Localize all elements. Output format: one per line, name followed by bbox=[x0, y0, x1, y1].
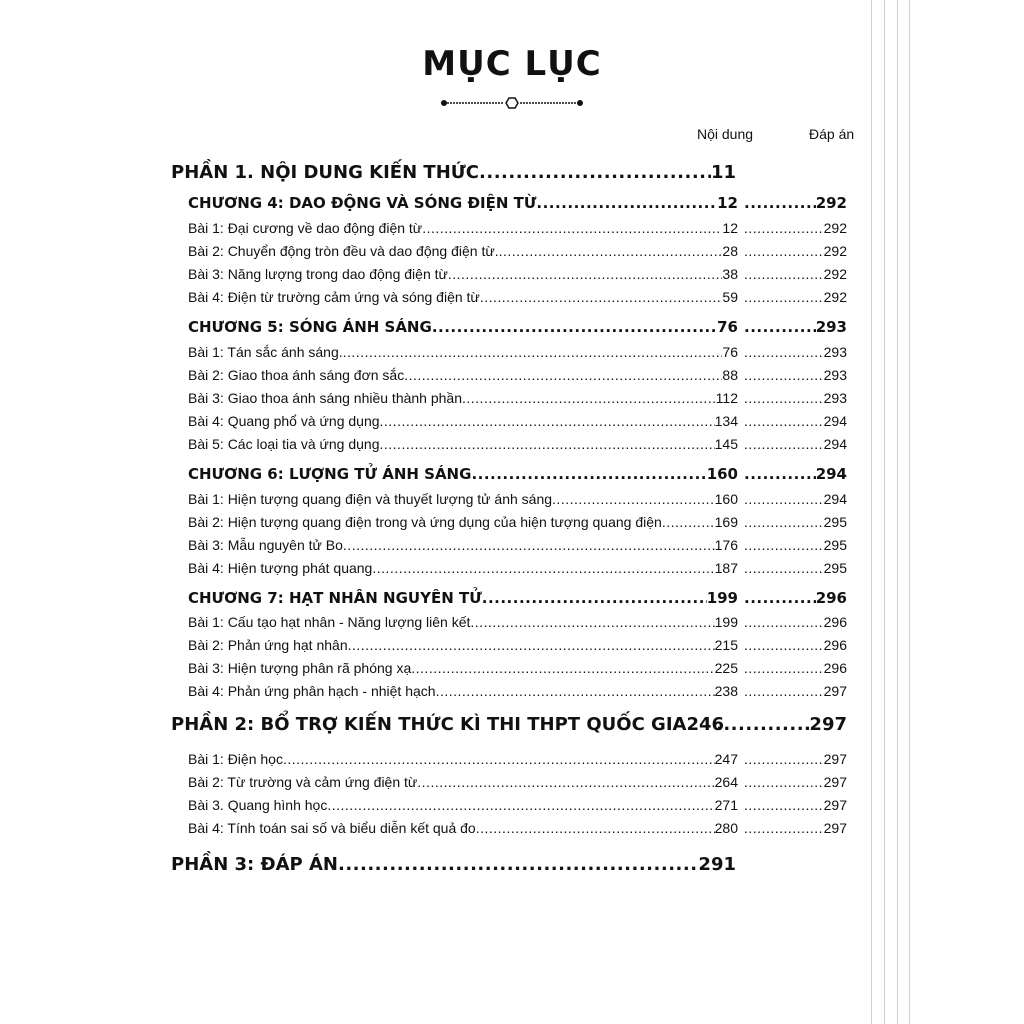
toc-chapter-row bbox=[188, 461, 738, 483]
column-header-answer: Đáp án bbox=[809, 126, 855, 142]
toc-answer-number: 294 bbox=[823, 413, 847, 429]
dot-leader bbox=[338, 854, 698, 875]
toc-answer-page bbox=[744, 677, 847, 699]
toc-lesson-row bbox=[188, 554, 738, 576]
toc-answer-number: 292 bbox=[823, 243, 847, 259]
dot-leader bbox=[744, 514, 824, 530]
toc-entry-title: PHẦN 2: BỔ TRỢ KIẾN THỨC KÌ THI THPT QUỐC GIA bbox=[171, 714, 687, 735]
page-edge-line bbox=[884, 0, 885, 1024]
toc-page-number: 199 bbox=[714, 614, 738, 630]
toc-answer-page bbox=[744, 190, 847, 212]
dot-leader bbox=[744, 390, 824, 406]
dot-leader bbox=[422, 220, 722, 236]
toc-answer-page bbox=[744, 407, 847, 429]
toc-answer-page bbox=[744, 485, 847, 507]
dot-leader bbox=[744, 318, 816, 336]
toc-page-number: 160 bbox=[706, 465, 738, 483]
toc-page-number: 291 bbox=[698, 854, 736, 875]
toc-lesson-row bbox=[188, 407, 738, 429]
toc-page-number: 160 bbox=[714, 491, 738, 507]
toc-answer-number: 294 bbox=[823, 436, 847, 452]
toc-answer-number: 293 bbox=[815, 318, 847, 336]
toc-entry-title: Bài 2: Hiện tượng quang điện trong và ứng dụng của hiện tượng quang điện bbox=[188, 514, 662, 530]
toc-answer-page bbox=[744, 508, 847, 530]
dot-leader bbox=[744, 220, 824, 236]
dot-leader bbox=[499, 243, 723, 259]
dot-leader bbox=[744, 243, 824, 259]
toc-page-number: 247 bbox=[714, 751, 738, 767]
dot-leader bbox=[436, 683, 715, 699]
toc-entry-title: CHƯƠNG 5: SÓNG ÁNH SÁNG bbox=[188, 318, 432, 336]
toc-page-number: 76 bbox=[722, 344, 738, 360]
toc-lesson-row bbox=[188, 338, 738, 360]
dot-leader bbox=[348, 637, 715, 653]
toc-lesson-row bbox=[188, 677, 738, 699]
toc-entry-title: Bài 1: Hiện tượng quang điện và thuyết lượng tử ánh sáng bbox=[188, 491, 553, 507]
page-edge-line bbox=[909, 0, 910, 1024]
toc-page-number: 187 bbox=[714, 560, 738, 576]
toc-entry-title: PHẦN 1. NỘI DUNG KIẾN THỨC bbox=[171, 162, 480, 183]
toc-entry-title: Bài 2: Phản ứng hạt nhân bbox=[188, 637, 348, 653]
dot-leader bbox=[372, 560, 714, 576]
toc-entry-title: Bài 5: Các loại tia và ứng dụng bbox=[188, 436, 380, 452]
toc-page-number: 199 bbox=[706, 589, 738, 607]
dot-leader bbox=[404, 367, 722, 383]
toc-answer-number: 295 bbox=[823, 560, 847, 576]
dot-leader bbox=[552, 491, 715, 507]
toc-page-number: 12 bbox=[717, 194, 738, 212]
toc-lesson-row bbox=[188, 237, 738, 259]
toc-chapter-row bbox=[188, 585, 738, 607]
toc-lesson-row bbox=[188, 631, 738, 653]
toc-answer-page bbox=[744, 654, 847, 676]
toc-page-number: 280 bbox=[714, 820, 738, 836]
toc-page-number: 215 bbox=[714, 637, 738, 653]
toc-entry-title: Bài 4: Hiện tượng phát quang bbox=[188, 560, 373, 576]
dot-leader bbox=[448, 266, 723, 282]
toc-answer-page bbox=[744, 361, 847, 383]
toc-lesson-row bbox=[188, 654, 738, 676]
toc-part-row bbox=[171, 849, 736, 875]
dot-leader bbox=[343, 537, 715, 553]
dot-leader bbox=[343, 344, 723, 360]
toc-entry-title: Bài 1: Điện học bbox=[188, 751, 283, 767]
toc-page-number: 264 bbox=[714, 774, 738, 790]
toc-entry-title: Bài 1: Cấu tạo hạt nhân - Năng lượng liên kết bbox=[188, 614, 471, 630]
toc-entry-title: Bài 4: Điện từ trường cảm ứng và sóng điện từ bbox=[188, 289, 480, 305]
dot-leader bbox=[744, 537, 824, 553]
dot-leader bbox=[536, 194, 717, 212]
toc-answer-page bbox=[744, 314, 847, 336]
toc-answer-number: 296 bbox=[823, 637, 847, 653]
toc-answer-page bbox=[716, 709, 847, 735]
dot-leader bbox=[744, 751, 824, 767]
toc-lesson-row bbox=[188, 260, 738, 282]
toc-chapter-row bbox=[188, 314, 738, 336]
toc-entry-title: Bài 4: Phản ứng phân hạch - nhiệt hạch bbox=[188, 683, 436, 699]
toc-answer-page bbox=[744, 631, 847, 653]
toc-answer-page bbox=[744, 283, 847, 305]
dot-leader bbox=[744, 560, 824, 576]
toc-answer-number: 292 bbox=[823, 289, 847, 305]
dot-leader bbox=[744, 367, 824, 383]
toc-answer-number: 297 bbox=[823, 797, 847, 813]
toc-answer-number: 297 bbox=[823, 820, 847, 836]
dot-leader bbox=[744, 344, 824, 360]
dot-leader bbox=[744, 774, 824, 790]
toc-answer-page bbox=[744, 585, 847, 607]
toc-answer-page bbox=[744, 338, 847, 360]
toc-page-number: 176 bbox=[714, 537, 738, 553]
toc-answer-page bbox=[744, 814, 847, 836]
dot-leader bbox=[744, 589, 816, 607]
toc-entry-title: CHƯƠNG 6: LƯỢNG TỬ ÁNH SÁNG bbox=[188, 465, 472, 483]
dot-leader bbox=[744, 289, 824, 305]
toc-lesson-row bbox=[188, 508, 738, 530]
toc-page-number: 38 bbox=[722, 266, 738, 282]
toc-entry-title: Bài 3. Quang hình học bbox=[188, 797, 328, 813]
toc-page-number: 11 bbox=[710, 162, 736, 183]
dot-leader bbox=[283, 751, 715, 767]
toc-lesson-row bbox=[188, 430, 738, 452]
toc-answer-page bbox=[744, 430, 847, 452]
toc-entry-title: Bài 4: Quang phổ và ứng dụng bbox=[188, 413, 380, 429]
dot-leader bbox=[470, 614, 714, 630]
toc-entry-title: Bài 1: Tán sắc ánh sáng. bbox=[188, 344, 343, 360]
dot-leader bbox=[744, 614, 824, 630]
dot-leader bbox=[380, 413, 715, 429]
toc-answer-number: 296 bbox=[815, 589, 847, 607]
toc-page-number: 76 bbox=[717, 318, 738, 336]
toc-page-number: 88 bbox=[722, 367, 738, 383]
dot-leader bbox=[411, 660, 714, 676]
toc-answer-page bbox=[744, 214, 847, 236]
dot-leader bbox=[482, 589, 707, 607]
dot-leader bbox=[744, 820, 824, 836]
toc-page-number: 145 bbox=[714, 436, 738, 452]
dot-leader bbox=[744, 660, 824, 676]
toc-entry-title: Bài 2: Từ trường và cảm ứng điện từ bbox=[188, 774, 418, 790]
toc-answer-number: 294 bbox=[823, 491, 847, 507]
dot-leader bbox=[744, 436, 824, 452]
toc-entry-title: Bài 1: Đại cương về dao động điện từ bbox=[188, 220, 423, 236]
toc-entry-title: PHẦN 3: ĐÁP ÁN bbox=[171, 854, 338, 875]
dot-leader bbox=[662, 514, 715, 530]
toc-entry-title: Bài 3: Hiện tượng phân rã phóng xạ bbox=[188, 660, 412, 676]
toc-answer-number: 297 bbox=[809, 714, 847, 735]
toc-page-number: 225 bbox=[714, 660, 738, 676]
toc-answer-number: 296 bbox=[823, 614, 847, 630]
toc-entry-title: Bài 3: Giao thoa ánh sáng nhiều thành phần bbox=[188, 390, 462, 406]
toc-entry-title: CHƯƠNG 7: HẠT NHÂN NGUYÊN TỬ bbox=[188, 589, 482, 607]
toc-answer-number: 293 bbox=[823, 390, 847, 406]
toc-lesson-row bbox=[188, 214, 738, 236]
dot-leader bbox=[744, 637, 824, 653]
toc-entry-title: Bài 3: Mẫu nguyên tử Bo bbox=[188, 537, 343, 553]
toc-answer-number: 294 bbox=[815, 465, 847, 483]
toc-page-number: 169 bbox=[714, 514, 738, 530]
toc-answer-page bbox=[744, 260, 847, 282]
toc-answer-page bbox=[744, 768, 847, 790]
toc-answer-page bbox=[744, 384, 847, 406]
toc-page-number: 246 bbox=[686, 714, 725, 735]
page-edge-line bbox=[871, 0, 872, 1024]
toc-answer-page bbox=[744, 608, 847, 630]
dot-leader bbox=[476, 820, 715, 836]
toc-entry-title: Bài 4: Tính toán sai số và biểu diễn kết quả đo bbox=[188, 820, 476, 836]
dot-leader bbox=[417, 774, 714, 790]
dot-leader bbox=[327, 797, 714, 813]
toc-page-number: 28 bbox=[722, 243, 738, 259]
dot-leader bbox=[744, 797, 824, 813]
toc-answer-number: 292 bbox=[815, 194, 847, 212]
dot-leader bbox=[744, 413, 824, 429]
page-edge-line bbox=[897, 0, 898, 1024]
toc-answer-number: 293 bbox=[823, 344, 847, 360]
dot-leader bbox=[744, 194, 816, 212]
toc-lesson-row bbox=[188, 283, 738, 305]
dot-leader bbox=[744, 465, 816, 483]
toc-answer-page bbox=[744, 791, 847, 813]
toc-lesson-row bbox=[188, 485, 738, 507]
dot-leader bbox=[380, 436, 715, 452]
toc-lesson-row bbox=[188, 791, 738, 813]
dot-leader bbox=[744, 266, 824, 282]
toc-answer-page bbox=[744, 461, 847, 483]
dot-leader bbox=[744, 683, 824, 699]
dot-leader bbox=[471, 465, 706, 483]
toc-answer-number: 293 bbox=[823, 367, 847, 383]
toc-answer-page bbox=[744, 237, 847, 259]
toc-answer-number: 292 bbox=[823, 266, 847, 282]
toc-answer-page bbox=[744, 531, 847, 553]
toc-page-number: 59 bbox=[722, 289, 738, 305]
toc-answer-number: 297 bbox=[823, 774, 847, 790]
toc-entry-title: Bài 2: Giao thoa ánh sáng đơn sắc bbox=[188, 367, 405, 383]
toc-entry-title: Bài 3: Năng lượng trong dao động điện từ bbox=[188, 266, 448, 282]
toc-page-number: 134 bbox=[714, 413, 738, 429]
page-title: MỤC LỤC bbox=[422, 44, 602, 84]
toc-lesson-row bbox=[188, 768, 738, 790]
toc-part-row bbox=[171, 157, 736, 183]
toc-answer-number: 297 bbox=[823, 683, 847, 699]
toc-lesson-row bbox=[188, 361, 738, 383]
toc-answer-page bbox=[744, 554, 847, 576]
title-ornament-icon bbox=[440, 96, 584, 110]
dot-leader bbox=[432, 318, 717, 336]
toc-page-number: 112 bbox=[715, 390, 738, 406]
toc-lesson-row bbox=[188, 745, 738, 767]
toc-answer-page bbox=[744, 745, 847, 767]
toc-page-number: 238 bbox=[714, 683, 738, 699]
toc-answer-number: 295 bbox=[823, 537, 847, 553]
toc-page-number: 12 bbox=[722, 220, 738, 236]
toc-lesson-row bbox=[188, 531, 738, 553]
toc-lesson-row bbox=[188, 814, 738, 836]
toc-entry-title: Bài 2: Chuyển động tròn đều và dao động điện từ. bbox=[188, 243, 499, 259]
toc-answer-number: 295 bbox=[823, 514, 847, 530]
dot-leader bbox=[744, 491, 824, 507]
toc-answer-number: 297 bbox=[823, 751, 847, 767]
toc-lesson-row bbox=[188, 608, 738, 630]
toc-page-number: 271 bbox=[714, 797, 738, 813]
dot-leader bbox=[479, 162, 711, 183]
toc-chapter-row bbox=[188, 190, 738, 212]
toc-answer-number: 296 bbox=[823, 660, 847, 676]
toc-lesson-row bbox=[188, 384, 738, 406]
toc-part-row bbox=[171, 709, 725, 735]
toc-entry-title: CHƯƠNG 4: DAO ĐỘNG VÀ SÓNG ĐIỆN TỪ bbox=[188, 194, 537, 212]
dot-leader bbox=[462, 390, 716, 406]
toc-answer-number: 292 bbox=[823, 220, 847, 236]
column-header-content: Nội dung bbox=[697, 126, 754, 142]
dot-leader bbox=[480, 289, 723, 305]
dot-leader bbox=[716, 714, 809, 735]
